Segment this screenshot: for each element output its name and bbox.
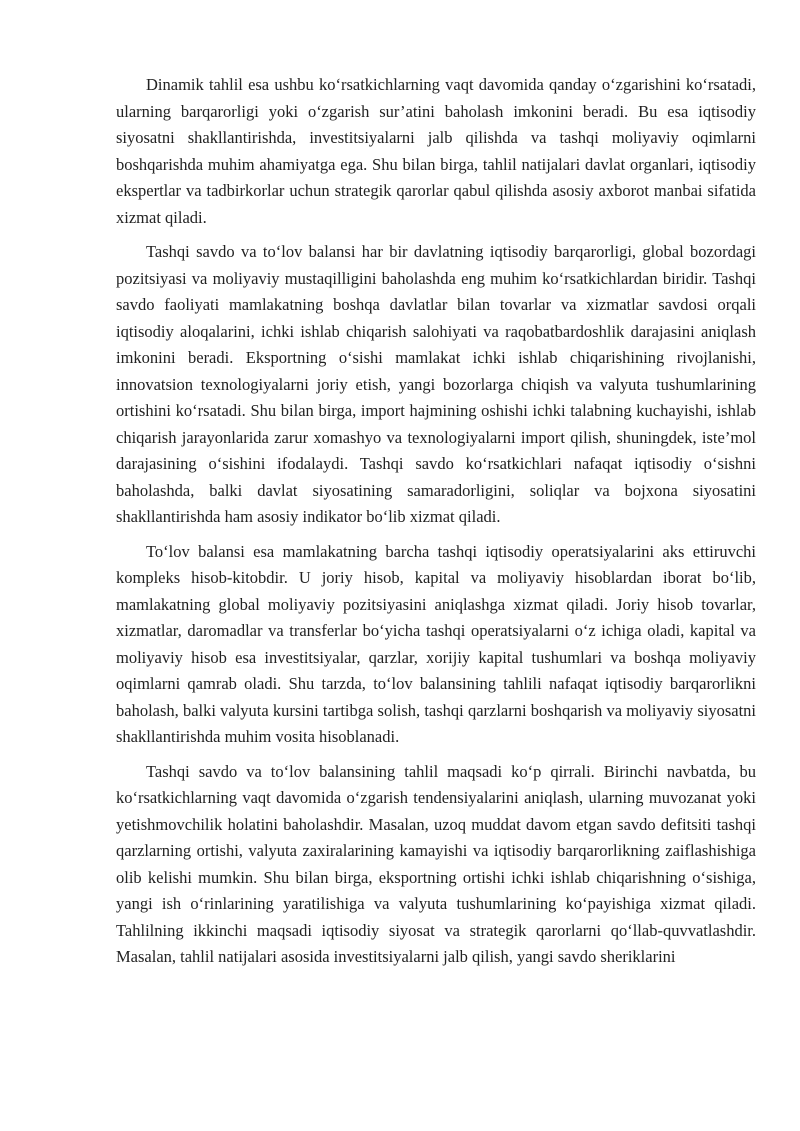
paragraph-dynamic-analysis: Dinamik tahlil esa ushbu ko‘rsatkichlarning vaqt davomida qanday o‘zgarishini ko‘rsatadi, ularning barqarorligi yoki o‘zgarish sur’atini baholash imkonini beradi. Bu esa iqtisodiy siyosatni shakllantirishda, investitsiyalarni jalb qilishda va tashqi moliyaviy oqimlarni boshqarishda muhim ahamiyatga ega. Shu bilan birga, tahlil natijalari davlat organlari, iqtisodiy ekspertlar va tadbirkorlar uchun strategik qarorlar qabul qilishda asosiy axborot manbai sifatida xizmat qiladi.	[116, 75, 756, 227]
paragraph-balance-of-payments: To‘lov balansi esa mamlakatning barcha tashqi iqtisodiy operatsiyalarini aks ettiruvchi kompleks hisob-kitobdir. U joriy hisob, kapital va moliyaviy hisoblardan iborat bo‘lib, mamlakatning global moliyaviy pozitsiyasini aniqlashga xizmat qiladi. Joriy hisob tovarlar, xizmatlar, daromadlar va transferlar bo‘yicha tashqi operatsiyalarni o‘z ichiga oladi, kapital va moliyaviy hisob esa investitsiyalar, qarzlar, xorijiy kapital tushumlari va boshqa moliyaviy oqimlarni qamrab oladi. Shu tarzda, to‘lov balansining tahlili nafaqat iqtisodiy barqarorlikni baholash, balki valyuta kursini tartibga solish, tashqi qarzlarni boshqarish va moliyaviy siyosatni shakllantirishda muhim vosita hisoblanadi.	[116, 541, 756, 746]
paragraph-foreign-trade: Tashqi savdo va to‘lov balansi har bir davlatning iqtisodiy barqarorligi, global bozordagi pozitsiyasi va moliyaviy mustaqilligini baholashda eng muhim ko‘rsatkichlardan biridir. Tashqi savdo faoliyati mamlakatning boshqa davlatlar bilan tovarlar va xizmatlar savdosi orqali iqtisodiy aloqalarini, ichki ishlab chiqarish salohiyati va raqobatbardoshlik darajasini aniqlash imkonini beradi. Eksportning o‘sishi mamlakat ichki ishlab chiqarishining rivojlanishi, innovatsion texnologiyalarni joriy etish, yangi bozorlarga chiqish va valyuta tushumlarining ortishini ko‘rsatadi. Shu bilan birga, import hajmining oshishi ichki talabning kuchayishi, ishlab chiqarish jarayonlarida zarur xomashyo va texnologiyalarni import qilish, shuningdek, iste’mol darajasining o‘sishini ifodalaydi. Tashqi savdo ko‘rsatkichlari nafaqat iqtisodiy o‘sishni baholashda, balki davlat siyosatining samaradorligini, soliqlar va bojxona siyosatini shakllantirishda ham asosiy indikator bo‘lib xizmat qiladi.	[116, 242, 756, 526]
paragraph-analysis-goals: Tashqi savdo va to‘lov balansining tahlil maqsadi ko‘p qirrali. Birinchi navbatda, bu ko‘rsatkichlarning vaqt davomida o‘zgarish tendensiyalarini aniqlash, ularning muvozanat yoki yetishmovchilik holatini baholashdir. Masalan, uzoq muddat davom etgan savdo defitsiti tashqi qarzlarning ortishi, valyuta zaxiralarining kamayishi va iqtisodiy barqarorlikning zaiflashishiga olib kelishi mumkin. Shu bilan birga, eksportning ortishi ichki ishlab chiqarishning o‘sishiga, yangi ish o‘rinlarining yaratilishiga va valyuta tushumlarining ko‘payishiga xizmat qiladi. Tahlilning ikkinchi maqsadi iqtisodiy siyosat va strategik qarorlarni qo‘llab-quvvatlashdir. Masalan, tahlil natijalari asosida investitsiyalarni jalb qilish, yangi savdo sheriklarini	[116, 761, 756, 966]
document-page	[116, 72, 756, 979]
